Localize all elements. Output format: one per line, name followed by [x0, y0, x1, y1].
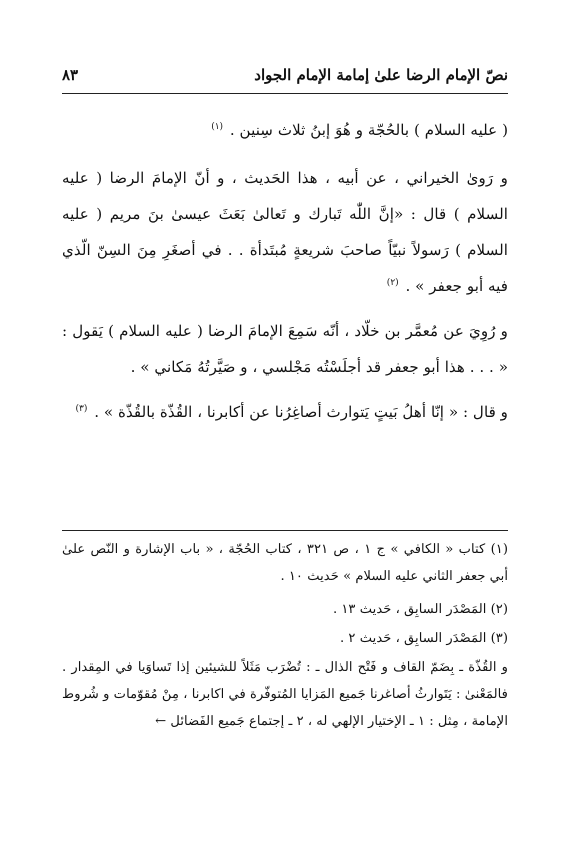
footnote-3-explanation: و القُذّة ـ بِضَمّ القاف و فَتْح الذال ـ : تُضْرَب مَثَلاً للشيئين إذا تَساوَيا في المِقدار . فالمَعْنىٰ : يَتَوارثُ أصاغرنا جَميع المَزايا المُتوفّرة في اكابرنا ، مِنْ مُقوّمات و شُروط الإمامة ، مِثل : ١ ـ الإختيار الإلهي له ، ٢ ـ إجتماع جَميع الفَضائل ←	[62, 660, 508, 729]
paragraph-1-text: ( عليه السلام ) بالحُجّة و هُوَ إبنُ ثلاث سِنين .	[229, 121, 508, 139]
paragraph-2-text: و رَوىٰ الخيراني ، عن أبيه ، هذا الحَديث ، و أنّ الإمامَ الرضا ( عليه السلام ) قال : «إنَّ اللّٰه تَبارك و تَعالىٰ بَعَثَ عيسىٰ بنَ مريم ( عليه السلام ) رَسولاً نبيّاً صاحبَ شريعةٍ مُبتَدأة . . في أصغَرِ مِنَ السِنّ الّذي فيه أبو جعفر » .	[62, 169, 508, 295]
paragraph-4	[62, 394, 508, 430]
footnotes	[62, 536, 508, 741]
footnote-3: (٣) المَصْدَر السابِق ، حَديث ٢ .	[340, 631, 508, 646]
footnote-1: (١) كتاب « الكافي » ج ١ ، ص ٣٢١ ، كتاب الحُجّة ، « باب الإشارة و النّص علىٰ أبي جعفر الثاني عليه السلام » حَديث ١٠ .	[62, 542, 508, 584]
footnote-ref-3: (٣)	[75, 403, 88, 414]
header-divider	[62, 93, 508, 94]
footnote-ref-2: (٢)	[386, 277, 399, 288]
paragraph-2	[62, 160, 508, 304]
page-header	[62, 62, 508, 88]
page-number: ٨٣	[62, 66, 79, 84]
footnote-2: (٢) المَصْدَر السابِق ، حَديث ١٣ .	[332, 602, 508, 617]
paragraph-3-text: و رُوِيَ عن مُعمَّر بن خلّاد ، أنّه سَمِعَ الإمامَ الرضا ( عليه السلام ) يَقول : « . . . هذا أبو جعفر قد أجلَسْتُه مَجْلسي ، و صَيَّرتُهُ مَكاني » .	[62, 322, 508, 376]
paragraph-1	[62, 112, 508, 148]
paragraph-3	[62, 313, 508, 385]
main-text	[62, 112, 508, 439]
footnote-divider	[62, 530, 508, 531]
running-title: نصّ الإمام الرضا علىٰ إمامة الإمام الجواد	[254, 66, 508, 84]
paragraph-4-text: و قال : « إنّا أهلُ بَيتٍ يَتوارث أصاغِرُنا عن أكابرنا ، القُذّة بالقُذّة » .	[94, 403, 508, 421]
footnote-ref-1: (١)	[211, 121, 224, 132]
